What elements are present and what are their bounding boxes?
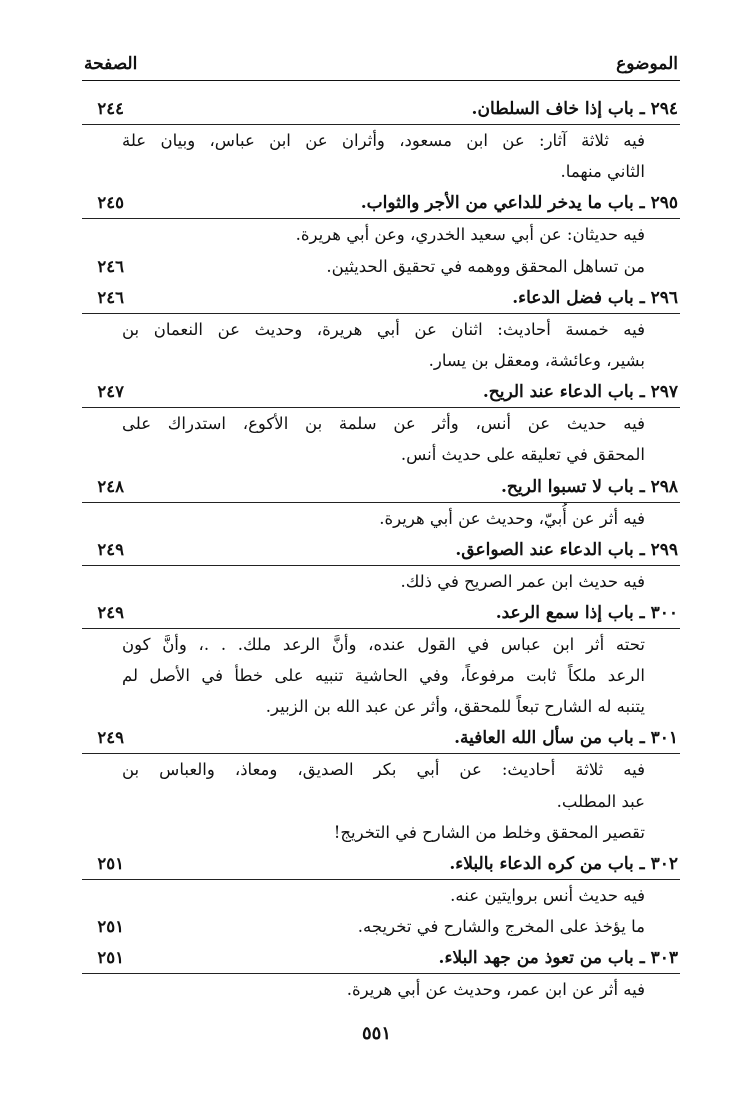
chapter-entry <box>0 722 753 754</box>
page-reference: ٢٤٩ <box>97 539 124 559</box>
chapter-entry <box>0 942 753 974</box>
entry-description-line <box>0 754 753 785</box>
page-reference: ٢٤٩ <box>97 728 124 748</box>
chapter-title: ٣٠٣ ـ باب من تعوذ من جهد البلاء. <box>438 948 678 969</box>
entry-description-line <box>0 660 753 691</box>
entry-description-line <box>0 314 753 345</box>
entry-description-line <box>0 786 753 817</box>
chapter-title: ٣٠١ ـ باب من سأل الله العافية. <box>454 728 678 749</box>
chapter-title: ٢٩٧ ـ باب الدعاء عند الريح. <box>482 382 678 403</box>
chapter-entry <box>0 597 753 629</box>
entry-description-line <box>0 566 753 597</box>
description-text: فيه ثلاثة أحاديث: عن أبي بكر الصديق، ومعاذ، والعباس بن <box>122 760 645 780</box>
topic-column-header: الموضوع <box>616 54 678 74</box>
description-text: فيه أثر عن أُبيّ، وحديث عن أبي هريرة. <box>379 508 645 528</box>
chapter-entry <box>0 187 753 219</box>
entry-description-line <box>0 125 753 156</box>
page-reference: ٢٥١ <box>97 948 124 968</box>
description-text: يتنبه له الشارح تبعاً للمحقق، وأثر عن عبد الله بن الزبير. <box>265 697 645 717</box>
page-reference: ٢٤٤ <box>97 99 124 118</box>
chapter-entry <box>0 282 753 314</box>
page-reference: ٢٤٦ <box>97 287 124 307</box>
entry-description-line <box>0 629 753 660</box>
entry-description-line <box>0 345 753 376</box>
chapter-title: ٣٠٠ ـ باب إذا سمع الرعد. <box>495 602 678 623</box>
entry-description-line <box>0 880 753 911</box>
page-reference: ٢٤٥ <box>97 193 124 213</box>
page-reference: ٢٥١ <box>97 917 124 937</box>
page-number: ٥٥١ <box>361 1023 391 1044</box>
page-reference: ٢٤٨ <box>97 476 124 496</box>
entry-description-line <box>0 817 753 848</box>
page-reference: ٢٤٦ <box>97 256 124 276</box>
entry-description-line <box>0 691 753 722</box>
chapter-title: ٢٩٥ ـ باب ما يدخر للداعي من الأجر والثواب. <box>360 193 678 214</box>
page-reference: ٢٤٧ <box>97 382 124 402</box>
entry-description-line <box>0 911 753 942</box>
entry-description-line <box>0 503 753 534</box>
description-text: تقصير المحقق وخلط من الشارح في التخريج! <box>333 822 645 842</box>
description-text: الرعد ملكاً ثابت مرفوعاً، وفي الحاشية تنبيه على خطأ في الأصل لم <box>122 666 645 686</box>
description-text: الثاني منهما. <box>560 162 645 182</box>
description-text: عبد المطلب. <box>556 791 645 811</box>
chapter-entry <box>0 534 753 566</box>
entry-description-line <box>0 219 753 250</box>
description-text: فيه حديث أنس بروايتين عنه. <box>450 886 645 905</box>
chapter-title: ٢٩٤ ـ باب إذا خاف السلطان. <box>471 99 678 119</box>
description-text: فيه خمسة أحاديث: اثنان عن أبي هريرة، وحديث عن النعمان بن <box>122 319 645 339</box>
description-text: فيه حديث عن أنس، وأثر عن سلمة بن الأكوع، استدراك على <box>122 414 645 434</box>
description-text: تحته أثر ابن عباس في القول عنده، وأنَّ الرعد ملك. . .، وأنَّ كون <box>122 634 645 654</box>
chapter-entry <box>0 848 753 880</box>
entry-description-line <box>0 408 753 439</box>
description-text: فيه أثر عن ابن عمر، وحديث عن أبي هريرة. <box>346 980 645 1000</box>
chapter-title: ٣٠٢ ـ باب من كره الدعاء بالبلاء. <box>449 854 678 874</box>
header-divider <box>82 80 680 81</box>
chapter-title: ٢٩٩ ـ باب الدعاء عند الصواعق. <box>455 539 678 560</box>
description-text: ما يؤخذ على المخرج والشارح في تخريجه. <box>357 917 645 937</box>
chapter-entry <box>0 471 753 503</box>
entry-description-line <box>0 439 753 470</box>
entry-description-line <box>0 251 753 282</box>
chapter-title: ٢٩٨ ـ باب لا تسبوا الريح. <box>500 476 678 497</box>
description-text: فيه حديث ابن عمر الصريح في ذلك. <box>400 571 645 591</box>
page-reference: ٢٤٩ <box>97 602 124 622</box>
entry-description-line <box>0 974 753 1005</box>
description-text: فيه حديثان: عن أبي سعيد الخدري، وعن أبي هريرة. <box>295 225 645 245</box>
entry-description-line <box>0 156 753 187</box>
chapter-title: ٢٩٦ ـ باب فضل الدعاء. <box>512 287 678 308</box>
description-text: بشير، وعائشة، ومعقل بن يسار. <box>428 350 645 370</box>
description-text: من تساهل المحقق ووهمه في تحقيق الحديثين. <box>326 256 645 276</box>
page-reference: ٢٥١ <box>97 854 124 873</box>
chapter-entry <box>0 376 753 408</box>
description-text: المحقق في تعليقه على حديث أنس. <box>400 445 645 465</box>
chapter-entry <box>0 93 753 125</box>
page-column-header: الصفحة <box>84 54 138 74</box>
description-text: فيه ثلاثة آثار: عن ابن مسعود، وأثران عن ابن عباس، وبيان علة <box>122 131 645 150</box>
index-entries <box>0 93 753 1006</box>
